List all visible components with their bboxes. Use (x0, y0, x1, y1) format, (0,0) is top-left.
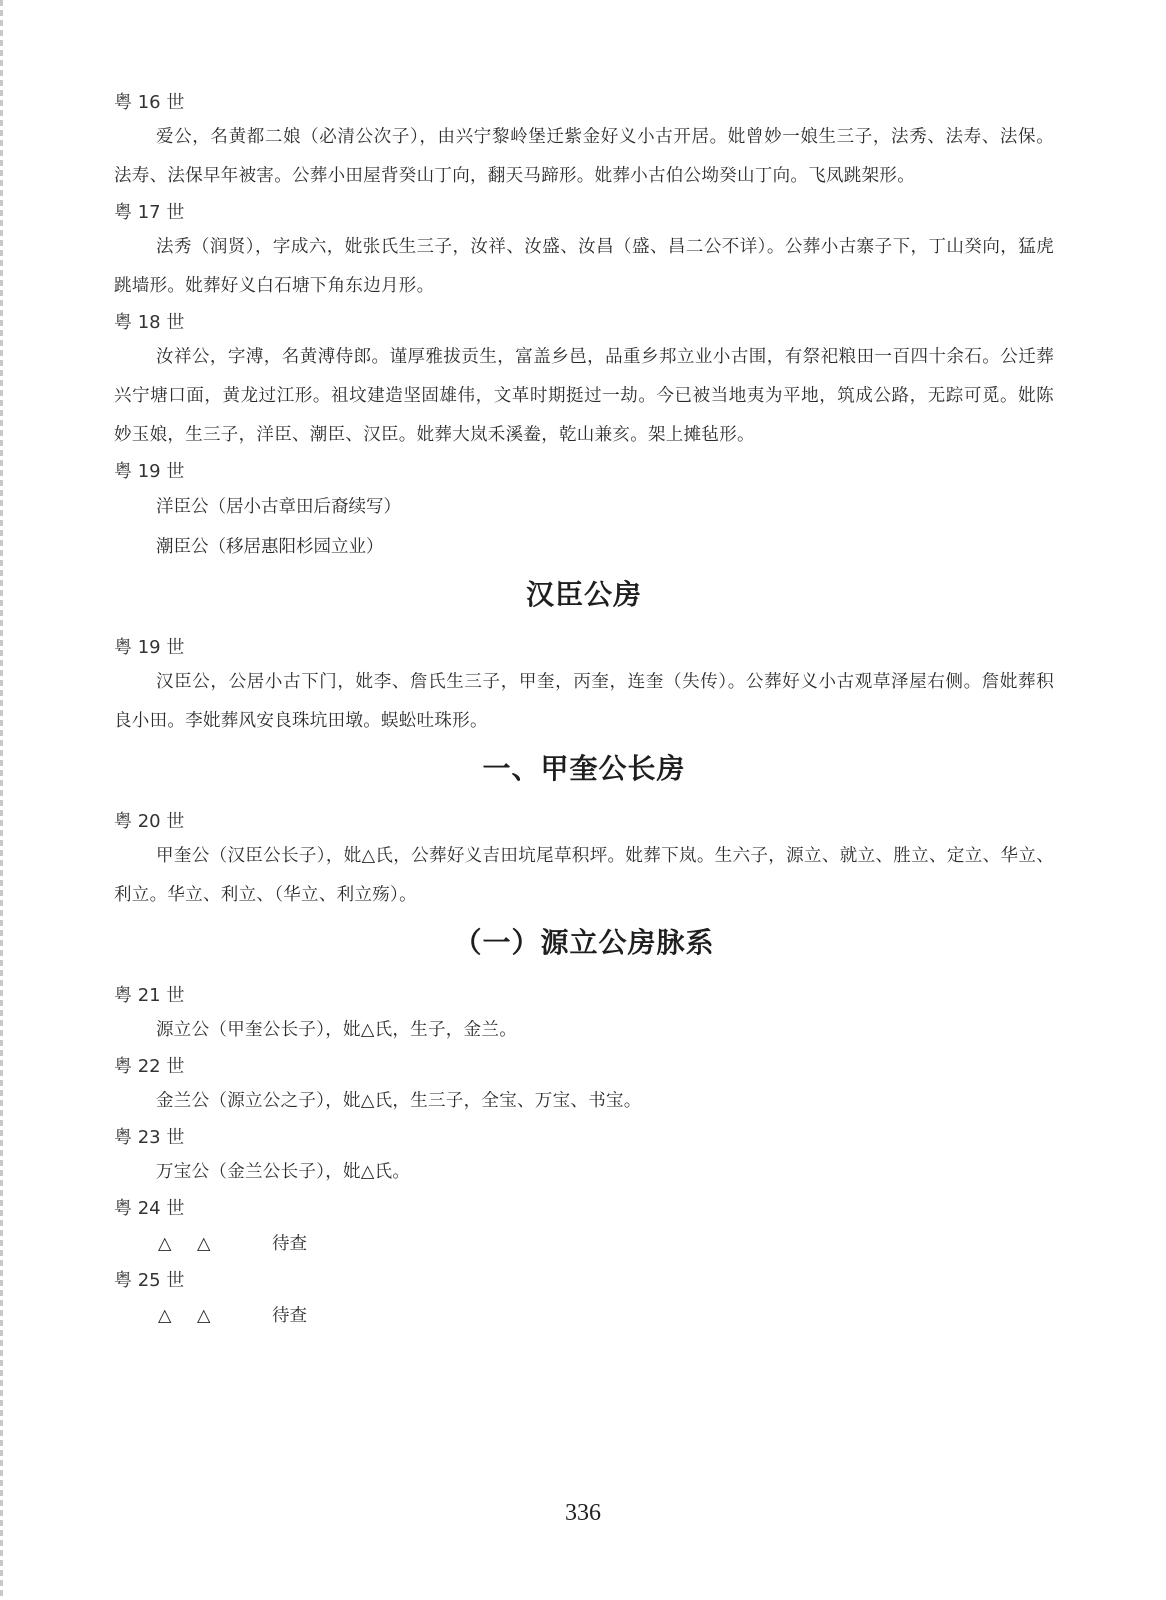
section-heading-jiakui: 一、甲奎公长房 (482, 752, 686, 785)
generation-label-19b: 粤 19 世 (114, 637, 185, 658)
entry-yangchen: 洋臣公（居小古章田后裔续写） (156, 497, 401, 517)
unknown-marks: △ △ (158, 1306, 221, 1326)
generation-label-20: 粤 20 世 (114, 811, 185, 832)
generation-label-16: 粤 16 世 (114, 92, 185, 113)
generation-label-22: 粤 22 世 (114, 1056, 185, 1077)
pending-entry-24 (114, 1224, 1054, 1264)
page-edge-mark (0, 0, 3, 1600)
paragraph-gen-16: 爱公，名黄都二娘（必清公次子），由兴宁黎岭堡迁紫金好义小古开居。妣曾妙一娘生三子，法秀、法寿、法保。法寿、法保早年被害。公葬小田屋背癸山丁向，翻天马蹄形。妣葬小古伯公坳癸山丁向。飞凤跳架形。 (114, 127, 1054, 186)
section-heading-hanchen: 汉臣公房 (525, 578, 642, 611)
section-heading-yuanli: （一）源立公房脉系 (453, 926, 715, 959)
generation-label-23: 粤 23 世 (114, 1127, 185, 1148)
generation-label-25: 粤 25 世 (114, 1270, 185, 1291)
generation-label-21: 粤 21 世 (114, 985, 185, 1006)
paragraph-gen-23: 万宝公（金兰公长子），妣△氏。 (156, 1162, 411, 1182)
generation-label-18: 粤 18 世 (114, 312, 185, 333)
generation-label-19: 粤 19 世 (114, 461, 185, 482)
entry-chaochen: 潮臣公（移居惠阳杉园立业） (156, 537, 384, 557)
document-body (114, 86, 1054, 1336)
paragraph-gen-17: 法秀（润贤），字成六，妣张氏生三子，汝祥、汝盛、汝昌（盛、昌二公不详）。公葬小古寨子下，丁山癸向，猛虎跳墙形。妣葬好义白石塘下角东边月形。 (114, 237, 1054, 296)
paragraph-gen-22: 金兰公（源立公之子），妣△氏，生三子，全宝、万宝、书宝。 (156, 1091, 642, 1111)
pending-status: 待查 (272, 1306, 307, 1326)
paragraph-gen-18: 汝祥公，字溥，名黄溥侍郎。谨厚雅拔贡生，富盖乡邑，品重乡邦立业小古围，有祭祀粮田一百四十余石。公迁葬兴宁塘口面，黄龙过江形。祖坟建造坚固雄伟，文革时期挺过一劫。今已被当地夷为平地，筑成公路，无踪可觅。妣陈妙玉娘，生三子，洋臣、潮臣、汉臣。妣葬大岚禾溪鲞，乾山兼亥。架上摊毡形。 (114, 347, 1054, 445)
pending-entry-25 (114, 1296, 1054, 1336)
generation-label-17: 粤 17 世 (114, 202, 185, 223)
paragraph-gen-21: 源立公（甲奎公长子），妣△氏，生子，金兰。 (156, 1020, 518, 1040)
paragraph-gen-19b: 汉臣公，公居小古下门，妣李、詹氏生三子，甲奎，丙奎，连奎（失传）。公葬好义小古观草泽屋右侧。詹妣葬积良小田。李妣葬风安良珠坑田墩。蜈蚣吐珠形。 (114, 672, 1054, 731)
pending-status: 待查 (272, 1234, 307, 1254)
unknown-marks: △ △ (158, 1234, 221, 1254)
page-number: 336 (565, 1500, 601, 1526)
paragraph-gen-20: 甲奎公（汉臣公长子），妣△氏，公葬好义吉田坑尾草积坪。妣葬下岚。生六子，源立、就立、胜立、定立、华立、利立。华立、利立、（华立、利立殇）。 (114, 846, 1054, 905)
generation-label-24: 粤 24 世 (114, 1198, 185, 1219)
